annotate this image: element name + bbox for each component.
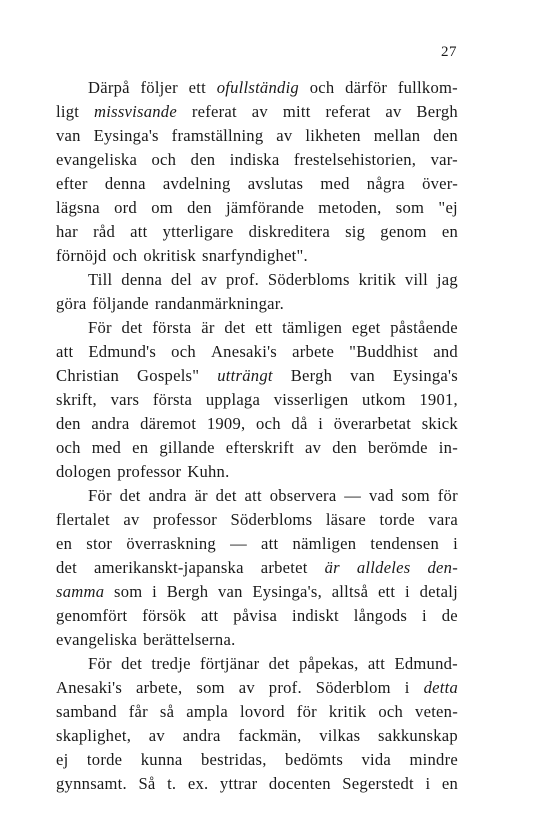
word: ampla <box>186 702 228 721</box>
word: visserligen <box>273 390 349 409</box>
word: vida <box>361 750 392 769</box>
word: eget <box>351 318 381 337</box>
word: genomfört <box>56 606 128 625</box>
body-text <box>56 76 458 796</box>
word: förtjänar <box>199 654 260 673</box>
word: utkom <box>362 390 406 409</box>
text-line <box>56 124 458 148</box>
word: överraskning <box>126 534 216 553</box>
text-line <box>56 604 458 628</box>
word: några <box>366 174 405 193</box>
word: göra <box>56 294 87 313</box>
word: Segerstedt <box>342 774 414 793</box>
word: läsare <box>325 510 367 529</box>
word: arbete <box>292 342 335 361</box>
word: det <box>215 486 237 505</box>
text-line <box>56 220 458 244</box>
word: Söderbloms <box>267 270 350 289</box>
word: genom <box>380 222 427 241</box>
word: att <box>201 606 219 625</box>
word: nämligen <box>292 534 357 553</box>
word: att <box>130 222 148 241</box>
word: långods <box>353 606 408 625</box>
word: likheten <box>305 126 361 145</box>
text-line <box>56 484 458 508</box>
word: fackmän, <box>238 726 302 745</box>
text-line <box>56 340 458 364</box>
word: skaplighet, <box>56 726 132 745</box>
word: av <box>305 438 322 457</box>
word: som <box>401 486 430 505</box>
word: det <box>121 654 143 673</box>
word: torde <box>379 510 415 529</box>
word: tämligen <box>282 318 343 337</box>
word: Söderbloms <box>230 510 313 529</box>
word: van <box>56 126 81 145</box>
word: sig <box>345 222 366 241</box>
word: van <box>217 582 243 601</box>
word: de <box>441 606 458 625</box>
word: 1901, <box>419 390 458 409</box>
word: Edmund- <box>394 654 458 673</box>
word: den <box>187 198 212 217</box>
word: Söderblom <box>315 678 391 697</box>
word: av <box>276 126 293 145</box>
word: metoden, <box>318 198 382 217</box>
word: kunna <box>140 750 183 769</box>
word: "ej <box>438 198 458 217</box>
word: veten- <box>415 702 458 721</box>
italic-word: alldeles <box>356 558 411 577</box>
italic-word: ofullständig <box>216 78 299 97</box>
word: Kuhn. <box>187 462 230 481</box>
word: prof. <box>225 270 260 289</box>
text-line <box>56 364 458 388</box>
word: denna <box>104 174 146 193</box>
word: påpekas, <box>298 654 359 673</box>
page-number: 27 <box>441 44 457 60</box>
word: van <box>350 366 375 385</box>
word: professor <box>117 462 182 481</box>
word: att <box>244 486 262 505</box>
word: den <box>56 414 81 433</box>
word: För <box>88 486 112 505</box>
word: det <box>121 318 143 337</box>
word: vars <box>110 390 140 409</box>
word: detalj <box>419 582 458 601</box>
word: av <box>123 510 140 529</box>
word: den <box>190 150 216 169</box>
text-line <box>56 172 458 196</box>
word: av <box>238 678 255 697</box>
word: docenten <box>268 774 331 793</box>
word: en <box>441 222 458 241</box>
word: ord <box>114 198 137 217</box>
word: amerikanskt-japanska <box>94 558 244 577</box>
text-line <box>56 196 458 220</box>
italic-word: utträngt <box>217 366 273 385</box>
word: fullkom- <box>397 78 458 97</box>
word: ytterligare <box>162 222 234 241</box>
word: som <box>196 678 225 697</box>
word: ej <box>56 750 69 769</box>
word: indiska <box>229 150 280 169</box>
text-line <box>56 100 458 124</box>
word: i <box>425 774 431 793</box>
word: Eysinga's, <box>252 582 322 601</box>
word: — <box>344 486 362 505</box>
word: det <box>224 318 246 337</box>
word: andra <box>182 726 221 745</box>
word: därför <box>345 78 388 97</box>
word: för <box>437 486 458 505</box>
word: andra <box>148 486 187 505</box>
word: skick <box>421 414 458 433</box>
word: randanmärkningar. <box>154 294 284 313</box>
text-line <box>56 292 458 316</box>
word: i <box>453 534 458 553</box>
word: För <box>88 318 112 337</box>
word: och <box>112 246 138 265</box>
word: i <box>318 414 324 433</box>
word: tredje <box>151 654 191 673</box>
word: en <box>56 534 73 553</box>
word: av <box>251 102 268 121</box>
word: vilkas <box>319 726 361 745</box>
italic-word: samma <box>56 582 105 601</box>
text-line <box>56 316 458 340</box>
word: and <box>433 342 458 361</box>
word: Eysinga's <box>392 366 458 385</box>
text-line <box>56 748 458 772</box>
word: försök <box>142 606 187 625</box>
word: Edmund's <box>88 342 157 361</box>
word: ett <box>377 582 396 601</box>
word: i <box>405 582 410 601</box>
word: ligt <box>56 102 80 121</box>
text-line <box>56 772 458 796</box>
word: och <box>309 78 335 97</box>
word: mindre <box>409 750 458 769</box>
word: följande <box>92 294 149 313</box>
word: in- <box>438 438 458 457</box>
word: Christian <box>56 366 120 385</box>
text-line <box>56 724 458 748</box>
italic-word: den- <box>427 558 458 577</box>
word: däremot <box>140 414 197 433</box>
word: och <box>256 414 281 433</box>
word: med <box>320 174 350 193</box>
word: Bergh <box>166 582 209 601</box>
word: och <box>151 150 177 169</box>
word: att <box>56 342 74 361</box>
word: en <box>441 774 458 793</box>
word: för <box>296 702 317 721</box>
word: första <box>152 390 193 409</box>
word: berömde <box>367 438 428 457</box>
word: har <box>56 222 78 241</box>
word: t. <box>167 774 177 793</box>
word: För <box>88 654 112 673</box>
word: kritik <box>328 702 367 721</box>
italic-word: detta <box>423 678 458 697</box>
word: med <box>91 438 122 457</box>
word: del <box>171 270 193 289</box>
word: skrift, <box>56 390 97 409</box>
word: arbetet <box>260 558 308 577</box>
word: yttrar <box>219 774 258 793</box>
word: gynnsamt. <box>56 774 127 793</box>
word: var- <box>430 150 458 169</box>
word: påvisa <box>233 606 278 625</box>
word: evangeliska <box>56 630 138 649</box>
word: det <box>119 486 141 505</box>
word: mellan <box>373 126 421 145</box>
text-line <box>56 148 458 172</box>
word: sakkunskap <box>378 726 458 745</box>
word: som <box>114 582 143 601</box>
word: efterskrift <box>225 438 294 457</box>
word: följer <box>140 78 178 97</box>
text-line <box>56 556 458 580</box>
word: råd <box>93 222 116 241</box>
word: efter <box>56 174 88 193</box>
word: dologen <box>56 462 112 481</box>
word: Därpå <box>88 78 130 97</box>
word: flertalet <box>56 510 110 529</box>
text-line <box>56 628 458 652</box>
word: gillande <box>159 438 215 457</box>
word: okritisk <box>143 246 197 265</box>
text-line <box>56 652 458 676</box>
word: att <box>261 534 279 553</box>
word: lägsna <box>56 198 100 217</box>
word: Eysinga's <box>93 126 159 145</box>
word: stor <box>86 534 113 553</box>
word: frestelsehistorien, <box>293 150 417 169</box>
word: då <box>291 414 308 433</box>
word: i <box>152 582 158 601</box>
text-line <box>56 508 458 532</box>
text-line <box>56 76 458 100</box>
word: ex. <box>187 774 209 793</box>
word: — <box>230 534 247 553</box>
word: är <box>194 486 208 505</box>
word: avdelning <box>162 174 231 193</box>
word: om <box>151 198 173 217</box>
word: som <box>395 198 425 217</box>
word: torde <box>86 750 123 769</box>
word: denna <box>121 270 163 289</box>
word: över- <box>422 174 458 193</box>
word: indiskt <box>291 606 339 625</box>
word: observera <box>269 486 337 505</box>
word: "Buddhist <box>349 342 419 361</box>
word: alltså <box>331 582 369 601</box>
word: Till <box>88 270 113 289</box>
word: så <box>159 702 175 721</box>
word: professor <box>153 510 218 529</box>
word: referat <box>191 102 237 121</box>
word: och <box>378 702 404 721</box>
word: andra <box>91 414 130 433</box>
word: det <box>56 558 78 577</box>
word: upplaga <box>205 390 261 409</box>
word: Bergh <box>416 102 458 121</box>
word: av <box>148 726 165 745</box>
text-line <box>56 460 458 484</box>
word: är <box>201 318 215 337</box>
word: arbete, <box>136 678 183 697</box>
word: och <box>56 438 81 457</box>
word: mitt <box>282 102 311 121</box>
word: Anesaki's <box>210 342 278 361</box>
word: vad <box>368 486 394 505</box>
word: vill <box>404 270 429 289</box>
word: en <box>132 438 149 457</box>
word: bedömts <box>285 750 344 769</box>
text-line <box>56 268 458 292</box>
word: prof. <box>268 678 302 697</box>
word: berättelserna. <box>143 630 236 649</box>
word: och <box>171 342 196 361</box>
text-line <box>56 436 458 460</box>
word: det <box>268 654 290 673</box>
word: Gospels" <box>137 366 200 385</box>
word: referat <box>325 102 371 121</box>
text-line <box>56 412 458 436</box>
text-line <box>56 244 458 268</box>
word: snarfyndighet". <box>202 246 308 265</box>
word: Så <box>138 774 156 793</box>
word: Anesaki's <box>56 678 123 697</box>
word: vara <box>428 510 458 529</box>
word: överarbetat <box>333 414 412 433</box>
text-line <box>56 580 458 604</box>
word: i <box>422 606 427 625</box>
word: framställning <box>171 126 264 145</box>
italic-word: är <box>324 558 340 577</box>
word: av <box>200 270 218 289</box>
word: av <box>385 102 402 121</box>
word: Bergh <box>290 366 333 385</box>
word: jag <box>436 270 458 289</box>
word: ett <box>255 318 273 337</box>
italic-word: missvisande <box>94 102 177 121</box>
word: den <box>433 126 458 145</box>
word: påstående <box>390 318 458 337</box>
word: tendensen <box>370 534 439 553</box>
word: lovord <box>239 702 285 721</box>
word: jämförande <box>226 198 305 217</box>
word: förnöjd <box>56 246 107 265</box>
word: 1909, <box>206 414 246 433</box>
word: diskreditera <box>248 222 330 241</box>
word: den <box>332 438 357 457</box>
word: avslutas <box>247 174 304 193</box>
word: ett <box>188 78 206 97</box>
word: evangeliska <box>56 150 138 169</box>
word: samband <box>56 702 117 721</box>
text-line <box>56 676 458 700</box>
text-line <box>56 388 458 412</box>
text-line <box>56 532 458 556</box>
text-line <box>56 700 458 724</box>
word: kritik <box>358 270 397 289</box>
word: får <box>128 702 148 721</box>
word: att <box>367 654 386 673</box>
word: i <box>404 678 410 697</box>
word: första <box>152 318 192 337</box>
word: bestridas, <box>200 750 267 769</box>
